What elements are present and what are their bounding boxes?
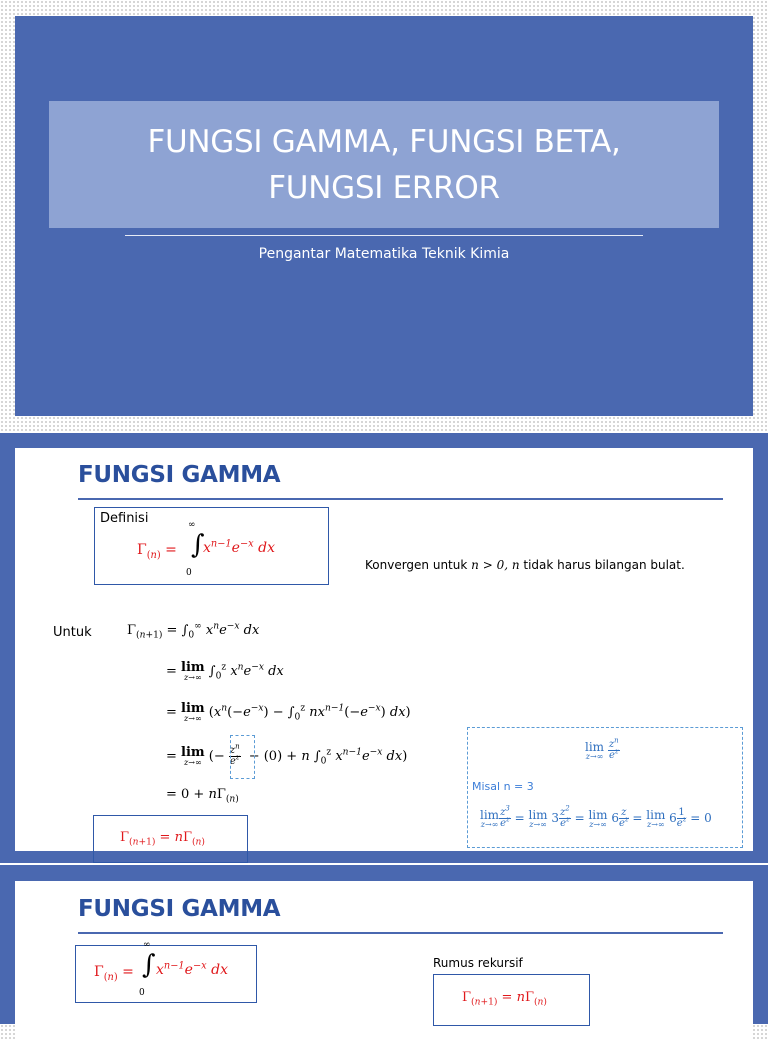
limit-evaluation: lim z→∞ $\frac{z^3}{e^z}$ = lim z→∞ 3 $\frac{z^2}{e^z}$ = lim z→∞ 6 $\frac{z}{e^z}$ = lim z→∞ 6 $\frac{1}{e^z}$ = 0: [480, 804, 712, 829]
limit-expression: lim z→∞ $\frac{z^n}{e^z}$: [585, 736, 619, 761]
gamma-slide-1: [0, 433, 768, 863]
rumus-label: Rumus rekursif: [433, 956, 523, 970]
title-box: [49, 101, 719, 228]
gamma-definition-box: [75, 940, 257, 1003]
slide-body: [15, 448, 753, 851]
title-slide: [15, 16, 753, 416]
derivation-line-1: $\Gamma_{(n+1)} = \int_0^\infty$ $x^ne^{-x}$ dx: [127, 621, 260, 641]
gamma-slide-2: [0, 865, 768, 1024]
slide-heading: FUNGSI GAMMA: [78, 462, 281, 488]
untuk-label: Untuk: [53, 625, 92, 640]
derivation-line-2: = lim z→∞ $\int_0^z$ $x^ne^{-x}$ dx: [166, 660, 284, 682]
slide-heading: FUNGSI GAMMA: [78, 896, 281, 922]
title-line-2: FUNGSI ERROR: [268, 170, 500, 206]
upper-limit: ∞: [188, 520, 196, 530]
gamma-n-symbol: $\Gamma_{(n)}$ =: [94, 964, 134, 983]
recursion-result-box: [93, 815, 248, 863]
derivation-line-5: = $0 + n\Gamma_{(n)}$: [166, 787, 239, 805]
convergence-math: n > 0, n: [471, 558, 520, 572]
misal-label: Misal n = 3: [472, 780, 534, 793]
integrand: $x^{n-1}e^{-x}$ dx: [156, 960, 229, 978]
lower-limit: 0: [186, 568, 192, 578]
lower-limit: 0: [139, 988, 145, 998]
recursion-box: [433, 974, 590, 1026]
definisi-label: Definisi: [100, 511, 149, 526]
slide-body: [15, 881, 753, 1041]
title-line-1: FUNGSI GAMMA, FUNGSI BETA,: [147, 124, 621, 160]
convergence-text: Konvergen untuk: [365, 558, 468, 572]
convergence-rest: tidak harus bilangan bulat.: [523, 558, 685, 572]
derivation-line-3: = lim z→∞ ($x^n(-e^{-x}) - \int_0^z$ $nx^{n-1}(-e^{-x})$ dx): [166, 701, 411, 723]
gamma-n-symbol: $\Gamma_{(n)}$ =: [137, 542, 177, 561]
heading-rule: [78, 498, 723, 500]
convergence-note: [365, 558, 685, 572]
derivation-line-4: = lim z→∞ (− $\frac{z^n}{e^z}$ − (0) + n $\int_0^z$ $x^{n-1}e^{-x}$ dx): [166, 742, 408, 767]
title-divider: [125, 235, 643, 236]
heading-rule: [78, 932, 723, 934]
highlight-term-box: [230, 735, 255, 779]
integrand: $x^{n-1}e^{-x}$ dx: [203, 538, 276, 556]
slide-title: [49, 119, 719, 211]
upper-limit: ∞: [143, 940, 151, 950]
integral-sign: ∫: [191, 530, 205, 560]
recursion-formula: $\Gamma_{(n+1)} = n\Gamma_{(n)}$: [120, 830, 205, 848]
recursion-formula: $\Gamma_{(n+1)} = n\Gamma_{(n)}$: [462, 990, 547, 1008]
limit-example-box: [467, 727, 743, 848]
definition-box: [94, 507, 329, 585]
slide-subtitle: Pengantar Matematika Teknik Kimia: [258, 246, 510, 262]
integral-sign: ∫: [142, 950, 156, 980]
